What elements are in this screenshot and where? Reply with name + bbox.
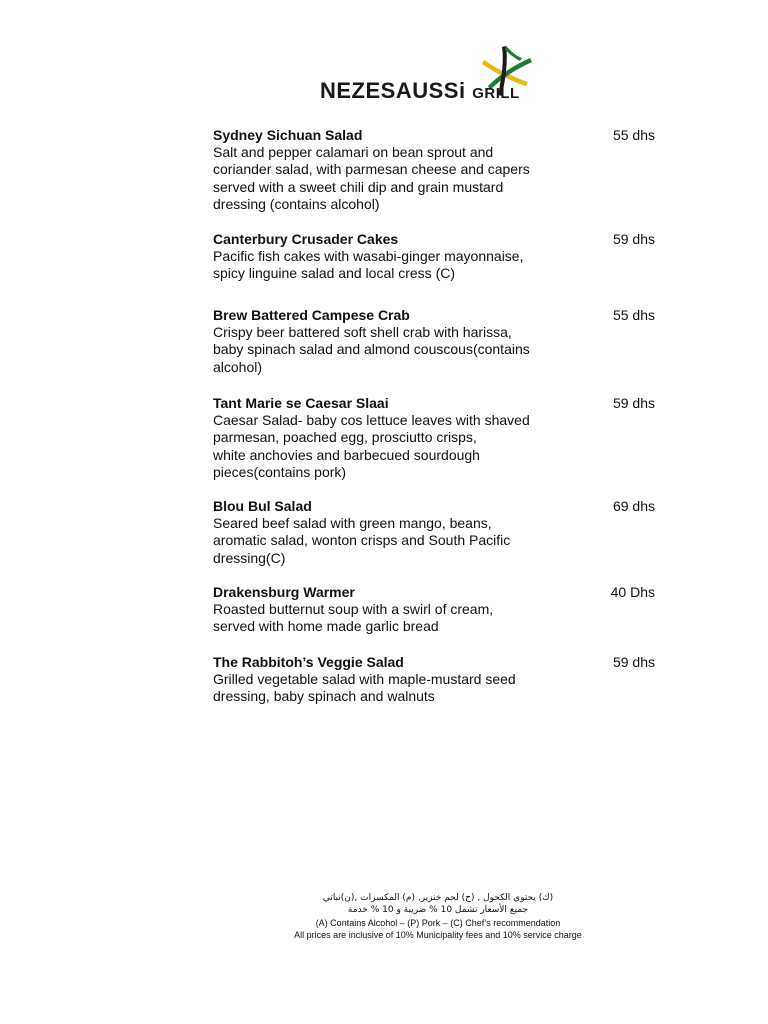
restaurant-logo (318, 42, 532, 106)
menu-footer (180, 892, 696, 941)
description-line: served with home made garlic bread (213, 618, 439, 635)
description-line: dressing(C) (213, 549, 286, 566)
description-line: parmesan, poached egg, prosciutto crisps, (213, 429, 477, 446)
description-line: Caesar Salad- baby cos lettuce leaves with shaved (213, 412, 530, 428)
item-price: 55 dhs (612, 307, 655, 323)
legend-note: (A) Contains Alcohol – (P) Pork – (C) Chef’s recommendation (315, 917, 561, 928)
description-line: pieces(contains pork) (213, 463, 347, 480)
item-description (213, 412, 573, 481)
description-line: Pacific fish cakes with wasabi-ginger mayonnaise, (213, 248, 524, 264)
description-line: served with a sweet chili dip and grain mustard (213, 178, 504, 195)
item-description (213, 248, 573, 283)
arabic-prices-note: جميع الأسعار تشمل 10 % ضريبة و 10 % خدمة (347, 905, 529, 916)
menu-item (213, 394, 655, 481)
description-line: Grilled vegetable salad with maple-mustard seed (213, 671, 516, 687)
item-price: 59 dhs (612, 654, 655, 670)
item-name: Drakensburg Warmer (213, 584, 355, 600)
description-line: Roasted butternut soup with a swirl of cream, (213, 601, 494, 617)
description-line: Crispy beer battered soft shell crab with harissa, (213, 324, 512, 340)
arabic-legend: (ك) يحتوي الكحول , (ح) لحم خنزير, (م) المكسرات ,(ن)نباتي (322, 893, 554, 903)
item-name: Brew Battered Campese Crab (213, 307, 410, 323)
description-line: Salt and pepper calamari on bean sprout and (213, 144, 494, 160)
description-line: coriander salad, with parmesan cheese and capers (213, 161, 530, 178)
item-price: 59 dhs (612, 395, 655, 411)
description-line: dressing, baby spinach and walnuts (213, 688, 435, 705)
prices-note: All prices are inclusive of 10% Municipality fees and 10% service charge (294, 929, 582, 940)
description-line: dressing (contains alcohol) (213, 195, 380, 212)
item-description (213, 515, 573, 567)
logo-wordmark (320, 80, 520, 102)
item-name: Sydney Sichuan Salad (213, 127, 363, 143)
menu-item (213, 306, 655, 376)
item-name: Tant Marie se Caesar Slaai (213, 395, 389, 411)
item-description (213, 324, 573, 376)
item-price: 55 dhs (612, 127, 655, 143)
description-line: baby spinach salad and almond couscous(contains (213, 341, 530, 358)
item-name: Canterbury Crusader Cakes (213, 231, 399, 247)
logo-grill: GRILL (472, 85, 520, 102)
menu-item (213, 230, 655, 283)
description-line: aromatic salad, wonton crisps and South Pacific (213, 532, 511, 549)
logo-name: NEZESAUSSi (320, 78, 466, 103)
description-line: alcohol) (213, 358, 263, 375)
menu-item (213, 497, 655, 567)
item-name: The Rabbitoh’s Veggie Salad (213, 654, 404, 670)
menu-item (213, 583, 655, 636)
item-description (213, 144, 573, 213)
item-price: 69 dhs (612, 498, 655, 514)
item-name: Blou Bul Salad (213, 498, 312, 514)
item-description (213, 601, 573, 636)
description-line: Seared beef salad with green mango, beans, (213, 515, 492, 531)
menu-item (213, 126, 655, 213)
item-price: 59 dhs (612, 231, 655, 247)
item-price: 40 Dhs (610, 584, 655, 600)
item-description (213, 671, 573, 706)
description-line: spicy linguine salad and local cress (C) (213, 265, 455, 282)
menu-item (213, 653, 655, 706)
description-line: white anchovies and barbecued sourdough (213, 446, 480, 463)
